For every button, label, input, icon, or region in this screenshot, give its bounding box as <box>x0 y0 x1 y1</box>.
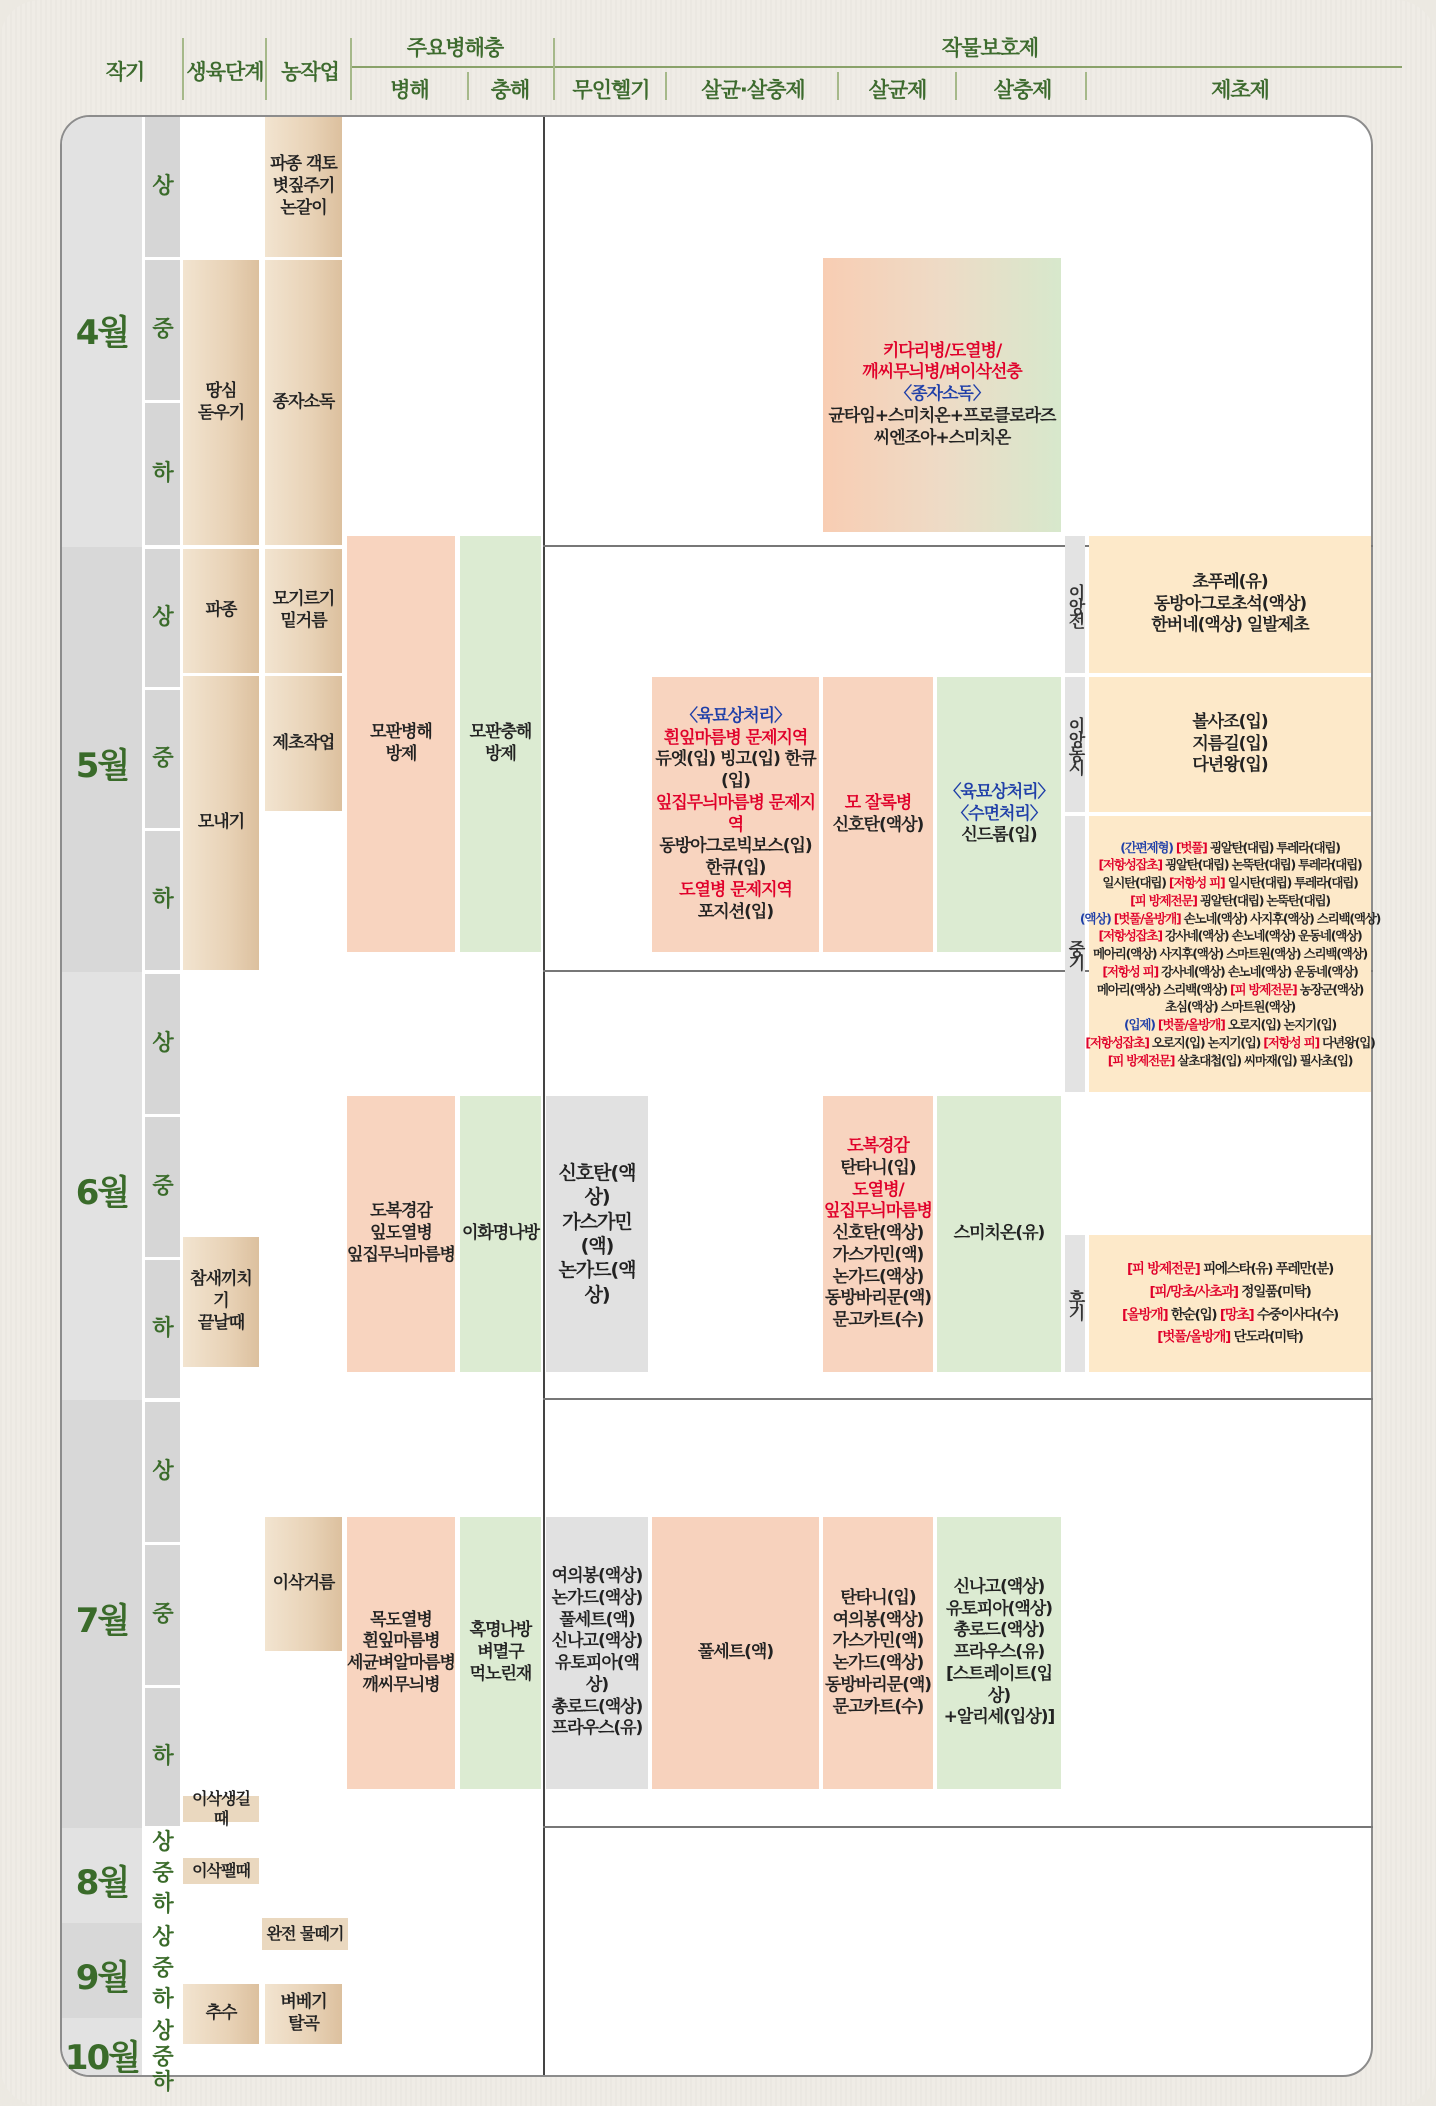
third-label: 하 <box>152 1987 173 2013</box>
month-label: 6월 <box>75 1173 129 1213</box>
herb-line <box>1157 1326 1303 1349</box>
third-label: 하 <box>152 1892 173 1918</box>
herb-segment: 피에스타(유) 푸레만(분) <box>1203 1260 1334 1277</box>
july-fung-line: 여의봉(액상) <box>832 1609 924 1630</box>
seed-product: 균타임+스미치온+프로클로라즈 <box>828 405 1056 426</box>
stage-soil <box>183 260 259 545</box>
july-drone-text: 신나고(액상) <box>551 1631 643 1652</box>
seed-target: 깨씨무늬병/벼이삭선충 <box>862 362 1022 383</box>
grid-line <box>543 1398 1373 1400</box>
july-insect <box>460 1517 541 1789</box>
third-label: 상 <box>152 1925 173 1951</box>
third-label: 상 <box>145 549 180 687</box>
header-stage: 생육단계 <box>186 60 264 84</box>
header-divider <box>467 72 469 100</box>
may-insect-text: 모판충해 <box>469 722 532 743</box>
herb-line <box>1098 856 1361 874</box>
herb-line <box>1097 981 1363 999</box>
june-drone-text: 가스가민(액) <box>562 1210 632 1257</box>
july-fung-line: 가스가민(액) <box>832 1631 924 1652</box>
third-label: 중 <box>152 2045 173 2071</box>
herb-pre <box>1089 536 1371 673</box>
may-disease-text: 모판병해 <box>370 722 432 743</box>
header-fungicide: 살균제 <box>868 78 927 102</box>
june-fungicide <box>823 1096 933 1372</box>
june-insect: 이화명나방 <box>460 1096 541 1372</box>
may-fi-line: 포지션(입) <box>697 901 774 922</box>
june-fung-line: 동방바리문(액) <box>824 1288 932 1309</box>
herb-segment: (액상) <box>1079 910 1114 926</box>
herb-line <box>1165 998 1295 1016</box>
may-ins-line: 〈육묘상처리〉 <box>944 781 1054 802</box>
header-work: 농작업 <box>281 60 339 84</box>
herb-late <box>1089 1235 1371 1372</box>
may-insect-text: 방제 <box>485 744 516 764</box>
may-insect <box>460 536 541 952</box>
herb-segment: [피 방제전문] <box>1126 1260 1204 1277</box>
may-fi-line: 듀엣(입) 빙고(입) 한큐(입) <box>655 749 816 791</box>
stage-text: 끝날때 <box>197 1312 245 1333</box>
herb-line <box>1149 1281 1310 1304</box>
header-divider <box>265 38 267 100</box>
herb-same <box>1089 677 1371 812</box>
june-drone-text: 신호탄(액상) <box>558 1162 636 1209</box>
herb-segment: [망초] <box>1219 1306 1258 1323</box>
herb-pre-line: 초푸레(유) <box>1192 571 1268 592</box>
july-ins-line: [스트레이트(입상) <box>945 1663 1053 1706</box>
herb-segment: [벗풀] <box>1172 839 1210 855</box>
herb-segment: 오로지(입) 논지기(입) <box>1151 1034 1264 1050</box>
herb-line <box>1120 839 1340 857</box>
header-period: 작기 <box>105 60 145 84</box>
july-fung-line: 탄타니(입) <box>840 1587 916 1608</box>
herb-segment: 강사네(액상) 손노네(액상) 운동네(액상) <box>1165 928 1362 944</box>
third-label: 상 <box>145 117 180 257</box>
june-insecticide: 스미치온(유) <box>937 1096 1061 1372</box>
header-divider <box>182 38 184 100</box>
third-label: 중 <box>152 1861 173 1887</box>
month-label: 8월 <box>75 1863 129 1903</box>
june-fung-line: 탄타니(입) <box>840 1157 916 1178</box>
july-fung-insect: 풀세트(액) <box>652 1517 819 1789</box>
july-drone-text: 논가드(액상) <box>551 1587 643 1608</box>
july-insect-text: 벼멸구 <box>477 1642 524 1663</box>
herb-segment: 굉알탄(대립) 논뚝탄(대립) 투레라(대립) <box>1165 857 1362 873</box>
herb-segment: [올방개] <box>1121 1306 1171 1323</box>
herb-line <box>1102 874 1357 892</box>
herb-segment: [저항성 피] <box>1102 963 1162 979</box>
month-label: 9월 <box>75 1958 129 1998</box>
herb-line <box>1122 1304 1338 1327</box>
herb-segment: 굉알탄(대립) 논뚝탄(대립) <box>1199 892 1330 908</box>
june-fung-line: 도열병/ <box>852 1179 904 1200</box>
herb-segment: 다년왕(입) <box>1322 1034 1375 1050</box>
herb-line <box>1124 1016 1336 1034</box>
header-insect: 충해 <box>490 78 530 102</box>
herb-segment: 일시탄(대립) <box>1102 875 1169 891</box>
work-text: 볏짚주기 <box>272 176 335 197</box>
seed-product: 씨엔조아+스미치온 <box>873 427 1011 448</box>
herb-segment: [저항성잡초] <box>1085 1034 1152 1050</box>
header-divider <box>1085 72 1087 100</box>
june-fung-line: 도복경감 <box>847 1136 909 1157</box>
may-ins-line: 신드롬(입) <box>961 825 1037 846</box>
july-fung-line: 논가드(액상) <box>832 1653 924 1673</box>
herb-pre-line: 한버네(액상) 일발제초 <box>1151 615 1309 636</box>
herb-line <box>1127 1258 1333 1281</box>
herb-segment: [벗풀/올방개] <box>1157 1329 1234 1346</box>
third-label: 하 <box>145 1688 180 1826</box>
herb-segment: 단도라(미탁) <box>1233 1329 1303 1346</box>
herb-line <box>1130 892 1330 910</box>
header-herbicide: 제초제 <box>1211 78 1269 102</box>
header-divider <box>350 38 352 100</box>
third-label: 상 <box>145 1402 180 1542</box>
header-divider <box>553 38 555 100</box>
july-ins-line: 유토피아(액상) <box>945 1598 1053 1619</box>
third-label: 하 <box>145 831 180 970</box>
herb-stage-pre: 이앙전 <box>1065 536 1085 673</box>
stage-text: 땅심 <box>205 380 237 401</box>
stage-transplant: 모내기 <box>183 676 259 970</box>
herb-segment: 초심(액상) 스마트원(액상) <box>1165 999 1295 1015</box>
herb-segment: 손노네(액상) 사지후(액상) 스리백(액상) <box>1183 910 1381 926</box>
herb-segment: 정일품(미탁) <box>1241 1283 1311 1300</box>
work-weeding: 제초작업 <box>265 676 342 811</box>
herb-segment: 오로지(입) 논지기(입) <box>1227 1017 1337 1033</box>
july-disease <box>347 1517 455 1789</box>
work-text: 논갈이 <box>280 197 327 218</box>
june-disease-text: 도복경감 <box>370 1201 432 1222</box>
july-fung-line: 동방바리문(액) <box>824 1674 932 1695</box>
third-label: 중 <box>145 1545 180 1685</box>
may-fi-line: 한큐(입) <box>705 858 766 878</box>
july-ins-line: 총로드(액상) <box>953 1620 1045 1641</box>
herb-segment: 굉알탄(대립) 투레라(대립) <box>1209 839 1340 855</box>
herb-segment: 일시탄(대립) 투레라(대립) <box>1227 875 1358 891</box>
herb-segment: [저항성잡초] <box>1098 857 1166 873</box>
herb-segment: [저항성 피] <box>1168 875 1228 891</box>
may-disease-text: 방제 <box>385 744 417 764</box>
month-label: 5월 <box>75 746 129 786</box>
herb-same-line: 지름길(입) <box>1192 733 1268 754</box>
herb-segment: [피 방제전문] <box>1130 892 1200 908</box>
work-text: 벼베기 <box>280 1992 327 2013</box>
herb-stage-mid: 중기 <box>1065 816 1085 1092</box>
herb-segment: (간편제형) <box>1120 839 1173 855</box>
may-fi-line: 〈육묘상처리〉 <box>680 705 791 726</box>
herb-mid <box>1079 816 1381 1092</box>
may-disease <box>347 536 455 952</box>
july-drone <box>546 1517 648 1789</box>
june-fung-line: 문고카트(수) <box>832 1310 924 1331</box>
header-divider <box>837 72 839 100</box>
july-drone-text: 여의봉(액상) <box>551 1566 643 1586</box>
july-disease-text: 흰잎마름병 <box>362 1631 440 1652</box>
stage-text: 참새끼치기 <box>190 1269 252 1312</box>
may-insecticide <box>937 677 1061 952</box>
stage-heading: 이삭팰때 <box>183 1858 259 1884</box>
herb-segment: 수중이사다(수) <box>1257 1306 1339 1323</box>
july-disease-text: 깨씨무늬병 <box>362 1674 440 1695</box>
work-text: 탈곡 <box>288 2014 319 2034</box>
work-text: 파종 객토 <box>270 154 337 175</box>
july-fung-line: 문고카트(수) <box>832 1696 924 1717</box>
header-fung-insect: 살균·살충제 <box>701 78 805 102</box>
third-label: 중 <box>152 1956 173 1982</box>
seed-target: 키다리병/도열병/ <box>882 340 1002 361</box>
june-disease-text: 잎집무늬마름병 <box>347 1244 455 1265</box>
header-divider <box>955 72 957 100</box>
herb-line <box>1108 1052 1352 1070</box>
june-fung-line: 가스가민(액) <box>832 1244 924 1265</box>
header-divider <box>665 72 667 100</box>
july-drone-text: 풀세트(액) <box>559 1609 635 1630</box>
herb-same-line: 볼사조(입) <box>1192 711 1268 732</box>
herb-segment: [피/망초/사초과] <box>1149 1283 1242 1300</box>
herb-segment: [벗풀/올방개] <box>1113 910 1184 926</box>
herb-segment: 메아리(액상) 사지후(액상) 스마트원(액상) 스리백(액상) <box>1093 946 1367 962</box>
may-fi-line: 도열병 문제지역 <box>679 879 792 900</box>
herb-segment: [피 방제전문] <box>1229 981 1300 997</box>
third-label: 하 <box>145 403 180 545</box>
herb-segment: 강사네(액상) 손노네(액상) 운동네(액상) <box>1161 963 1358 979</box>
third-label: 중 <box>145 1117 180 1257</box>
month-label: 7월 <box>75 1601 129 1641</box>
seed-treatment-box <box>823 258 1061 532</box>
july-ins-line: 신나고(액상) <box>953 1576 1045 1597</box>
herb-line <box>1085 1034 1374 1052</box>
month-label: 4월 <box>75 313 129 353</box>
work-nursery <box>265 549 342 673</box>
herb-same-line: 다년왕(입) <box>1192 755 1268 776</box>
herb-line <box>1102 963 1357 981</box>
may-fung-insect <box>652 677 819 952</box>
july-insecticide <box>937 1517 1061 1789</box>
work-drainage: 완전 물떼기 <box>262 1918 348 1950</box>
may-fi-line: 흰잎마름병 문제지역 <box>663 727 808 748</box>
herb-segment: 농장군(액상) <box>1299 981 1364 997</box>
herb-segment: [저항성 피] <box>1263 1034 1323 1050</box>
june-fung-line: 논가드(액상) <box>832 1266 924 1287</box>
july-disease-text: 세균벼알마름병 <box>347 1653 455 1673</box>
june-fung-line: 신호탄(액상) <box>832 1223 924 1244</box>
herb-segment: 살초대첩(입) 씨마재(입) 필사초(입) <box>1177 1052 1353 1068</box>
july-insect-text: 혹명나방 <box>469 1620 532 1641</box>
work-seed-disinfection: 종자소독 <box>265 260 342 545</box>
june-disease-text: 잎도열병 <box>370 1223 432 1244</box>
herb-pre-line: 동방아그로초석(액상) <box>1153 593 1307 614</box>
july-drone-text: 유토피아(액상) <box>555 1653 639 1695</box>
june-drone-text: 논가드(액상) <box>558 1259 636 1306</box>
header-drone: 무인헬기 <box>572 78 650 102</box>
june-fung-line: 잎집무늬마름병 <box>824 1201 932 1222</box>
herb-stage-late: 후기 <box>1065 1235 1085 1372</box>
third-label: 중 <box>145 260 180 400</box>
third-label: 상 <box>152 1830 173 1856</box>
header-disease: 병해 <box>390 78 429 102</box>
grid-line <box>543 1826 1373 1828</box>
work-text: 밑거름 <box>280 611 327 631</box>
herb-segment: (입제) <box>1123 1017 1158 1033</box>
may-fi-line: 동방아그로빅보스(입) <box>659 836 812 857</box>
stage-harvest: 추수 <box>183 1984 259 2044</box>
herb-segment: [벗풀/올방개] <box>1157 1017 1228 1033</box>
july-drone-text: 프라우스(유) <box>551 1718 643 1739</box>
july-insect-text: 먹노린재 <box>469 1663 532 1684</box>
july-ins-line: +알리세(입상)] <box>943 1707 1055 1728</box>
month-label: 10월 <box>64 2038 140 2078</box>
herb-segment: [저항성잡초] <box>1098 928 1166 944</box>
stage-text: 돋우기 <box>197 402 245 423</box>
work-harvest <box>265 1984 342 2044</box>
may-fi-line: 잎집무늬마름병 문제지역 <box>655 792 816 835</box>
third-label: 하 <box>152 2069 173 2095</box>
may-ins-line: 〈수면처리〉 <box>952 803 1046 824</box>
herb-line <box>1098 927 1361 945</box>
header-protect-group: 작물보호제 <box>941 36 1039 60</box>
third-label: 하 <box>145 1260 180 1398</box>
herb-segment: [피 방제전문] <box>1107 1052 1178 1068</box>
work-soil-prep <box>265 117 342 257</box>
may-fungicide <box>823 677 933 952</box>
july-drone-text: 총로드(액상) <box>551 1696 643 1717</box>
third-label: 상 <box>145 974 180 1114</box>
stage-tillering <box>183 1237 259 1367</box>
herb-stage-same: 이앙동시 <box>1065 677 1085 812</box>
header-top-rule <box>352 66 1402 68</box>
seed-method: 〈종자소독〉 <box>895 384 989 405</box>
herb-segment: 메아리(액상) 스리백(액상) <box>1096 981 1230 997</box>
third-label: 중 <box>145 690 180 828</box>
grid-line <box>543 117 545 2075</box>
june-disease <box>347 1096 455 1372</box>
stage-seeding: 파종 <box>183 549 259 673</box>
work-panicle-fert: 이삭거름 <box>265 1517 342 1651</box>
work-text: 모기르기 <box>272 589 335 610</box>
june-drone <box>546 1096 648 1372</box>
header-pest-group: 주요병해충 <box>406 36 504 60</box>
herb-segment: 한순(입) <box>1170 1306 1220 1323</box>
stage-panicle-init: 이삭생길때 <box>183 1796 259 1822</box>
july-ins-line: 프라우스(유) <box>953 1642 1045 1663</box>
may-fung-line: 신호탄(액상) <box>832 814 924 835</box>
july-disease-text: 목도열병 <box>370 1609 432 1630</box>
july-fungicide <box>823 1517 933 1789</box>
herb-line <box>1080 910 1380 928</box>
may-fung-line: 모 잘록병 <box>844 792 912 813</box>
header-insecticide: 살충제 <box>993 78 1052 102</box>
third-label: 상 <box>152 2019 173 2045</box>
herb-line <box>1093 945 1367 963</box>
